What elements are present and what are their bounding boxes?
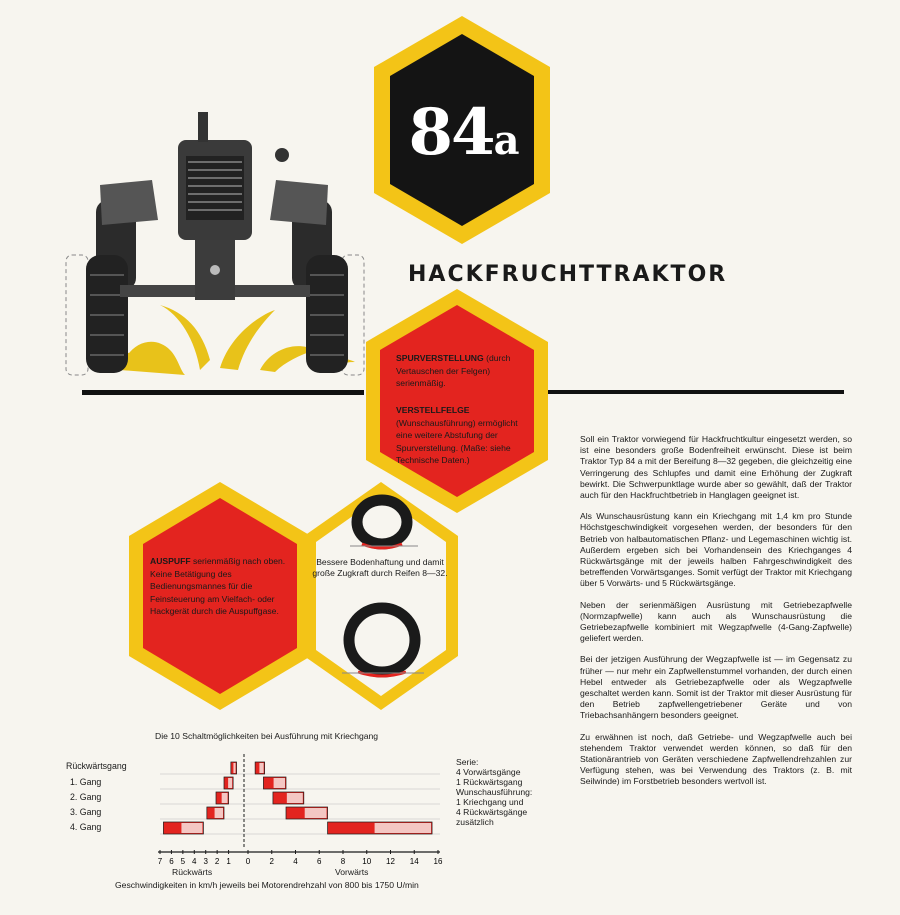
body-paragraph: Soll ein Traktor vorwiegend für Hackfruchtkultur eingesetzt werden, so ist eine besonders große Bodenfreiheit erwünscht. Diese ist beim Traktor Typ 84 a mit der Bereifung 8—32 gegeben, die gleichzeitig eine Verringerung des Schlupfes und damit eine Erhöhung der Zugkraft bewirkt. Die Schwerpunktlage wurde aber so gewählt, daß der Traktor auch für den Hackfruchtbetrieb in Hanglagen geeignet ist. — [580, 434, 852, 501]
body-paragraph: Bei der jetzigen Ausführung der Wegzapfwelle ist — im Gegensatz zu früher — nur mehr ein Zapfwellenstummel vorhanden, der durch einen Hebel entweder als Getriebezapfwelle oder als Wegzapfwelle geschaltet werden kann. Somit ist der Traktor mit dieser Ausrüstung für den Betrieb zapfwellengetriebener Geräte und von Triebachsanhängern besonders geeignet. — [580, 654, 852, 721]
model-number: 84a — [408, 95, 518, 170]
feature-felge: VERSTELLFELGE (Wunschausführung) ermöglicht eine weitere Abstufung der Spurverstellung. (Maße: siehe Technische Daten.) — [396, 405, 518, 465]
feature-auspuff: AUSPUFF serienmäßig nach oben. Keine Betätigung des Bedienungsmannes für die Feinsteuerung am Vielfach- oder Hackgerät durch die Auspuffgase. — [150, 556, 286, 616]
tractor-illustration — [60, 100, 370, 390]
x-tick-label: 6 — [169, 857, 174, 866]
gear-range-fade — [215, 808, 223, 818]
gear-range-fade — [274, 778, 285, 788]
feature-spur: SPURVERSTELLUNG (durch Vertauschen der Felgen) serienmäßig. — [396, 353, 511, 388]
x-axis-title: Geschwindigkeiten in km/h jeweils bei Motorendrehzahl von 800 bis 1750 U/min — [115, 880, 419, 890]
gear-range-fade — [305, 808, 327, 818]
chart-legend — [456, 757, 532, 827]
gear-label: 1. Gang — [70, 777, 102, 787]
x-tick-label: 4 — [192, 857, 197, 866]
x-tick-label: 6 — [317, 857, 322, 866]
axis-rev-label: Rückwärts — [172, 867, 213, 877]
body-paragraph: Neben der serienmäßigen Ausrüstung mit Getriebezapfwelle (Normzapfwelle) kann auch als Wunschausrüstung die Getriebezapfwelle kombiniert mit Wegzapfwelle (4-Gang-Zapfwelle) geliefert werden. — [580, 599, 852, 644]
x-tick-label: 1 — [226, 857, 231, 866]
gear-range-fade — [375, 823, 431, 833]
x-tick-label: 10 — [362, 857, 372, 866]
x-tick-label: 7 — [157, 857, 163, 866]
gear-range-fade — [259, 763, 263, 773]
tire-caption: Bessere Bodenhaftung und damit große Zugkraft durch Reifen 8—32. — [312, 557, 448, 578]
x-tick-label: 5 — [180, 857, 186, 866]
x-tick-label: 12 — [386, 857, 395, 866]
gear-range-fade — [228, 778, 232, 788]
legend-wunsch-head: Wunschausführung: — [456, 787, 533, 797]
legend-wunsch-3: zusätzlich — [456, 817, 494, 827]
x-tick-label: 14 — [409, 857, 419, 866]
x-tick-label: 2 — [269, 857, 274, 866]
gear-label: 4. Gang — [70, 822, 102, 832]
divider-left — [82, 390, 364, 395]
divider-right — [548, 390, 844, 394]
legend-wunsch-1: 1 Kriechgang und — [456, 797, 524, 807]
page-title: HACKFRUCHTTRAKTOR — [408, 262, 728, 287]
legend-serie-head: Serie: — [456, 757, 479, 767]
body-paragraph: Als Wunschausrüstung kann ein Kriechgang mit 1,4 km pro Stunde Höchstgeschwindigkeit vorgesehen werden, der besonders für den Betrieb von halbautomatischen Pflanz- und Legemaschinen wichtig ist. Außerdem ergeben sich bei Vorhandensein des Kriechganges 4 Rückwärtsgänge mit der jeweils halben Fahrgeschwindigkeit des betreffenden Vorwärtsganges. Somit verfügt der Traktor mit Kriechgang über 5 Vorwärts- und 5 Rückwärtsgänge. — [580, 511, 852, 589]
gear-range-fade — [181, 823, 202, 833]
x-tick-label: 3 — [203, 857, 208, 866]
legend-serie-1: 4 Vorwärtsgänge — [456, 767, 521, 777]
tire-hexagon — [300, 478, 462, 714]
x-tick-label: 0 — [245, 857, 251, 866]
chart-left-header: Rückwärtsgang — [66, 761, 127, 771]
x-tick-label: 16 — [433, 857, 443, 866]
axis-fwd-label: Vorwärts — [335, 867, 369, 877]
gear-range-fade — [233, 763, 235, 773]
gear-label: 2. Gang — [70, 792, 102, 802]
body-text — [580, 434, 852, 798]
gear-range-fade — [287, 793, 303, 803]
x-tick-label: 8 — [340, 857, 346, 866]
gear-chart — [140, 750, 460, 875]
gear-label: 3. Gang — [70, 807, 102, 817]
body-paragraph: Zu erwähnen ist noch, daß Getriebe- und Wegzapfwelle auch bei stehendem Traktor verwendet werden können, so daß für den Stationärantrieb von Geräten verschiedene Zapfwellendrehzahlen zur Verfügung stehen, was bei Verwendung des Traktors (z. B. mit Seilwinde) im Forstbetrieb besonders wertvoll ist. — [580, 731, 852, 787]
legend-wunsch-2: 4 Rückwärtsgänge — [456, 807, 528, 817]
x-tick-label: 2 — [214, 857, 220, 866]
gear-range-fade — [222, 793, 228, 803]
chart-title: Die 10 Schaltmöglichkeiten bei Ausführung mit Kriechgang — [155, 731, 379, 741]
legend-serie-2: 1 Rückwärtsgang — [456, 777, 523, 787]
x-tick-label: 4 — [293, 857, 298, 866]
